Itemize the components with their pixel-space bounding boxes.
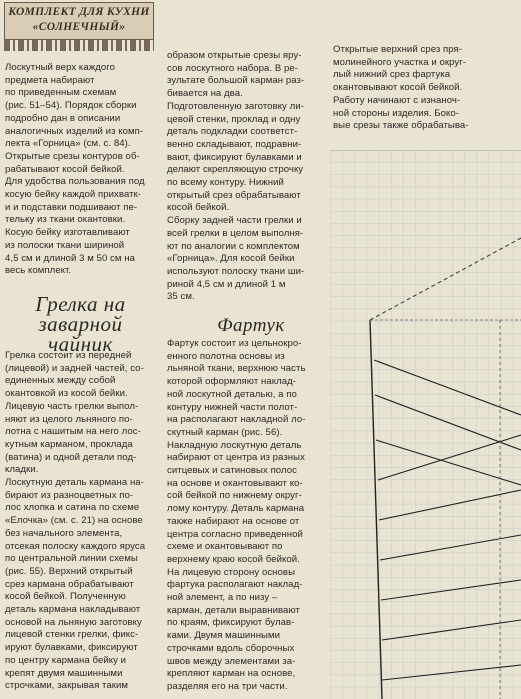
column-2-top: образом открытые срезы яру- сов лоскутного набора. В ре- зультате большой карман раз- бивается на два. Подготовленную заготовку ли- цевой стенки, проклад и одну деталь подкладки соответст- венно складывают, подравни- вают, фиксируют булавками и делают скрепляющую строчку по всему контуру. Нижний открытый срез обрабатывают косой бейкой. Сборку задней части грелки и всей грелки в целом выполня- ют по аналогии с комплектом «Горница». Для косой бейки используют полоску ткани ши- риной 4,5 см и длиной 1 м 35 см. (167, 50, 305, 303)
column-3-top: Открытые верхний срез пря- молинейного участка и округ- лый нижний срез фартука окантовывают косой бейкой. Работу начинают с изнаноч- ной стороны изделия. Боко- вые срезы также обрабатыва- (333, 44, 469, 132)
banner-line-1: КОМПЛЕКТ ДЛЯ КУХНИ (8, 6, 150, 18)
banner-line-2: «СОЛНЕЧНЫЙ» (32, 21, 126, 33)
ornament-border (4, 40, 154, 51)
heading-fartuk: Фартук (217, 315, 285, 336)
pattern-diagram (330, 150, 521, 699)
section-banner (4, 2, 154, 40)
column-2-body: Фартук состоит из цельнокро- енного полотна основы из льняной ткани, верхнюю часть которой оформляют наклад- ной лоскутной деталью, а по контуру нижней части полот- на располагают накладной ло- скутный карман (рис. 56). Накладную лоскутную деталь набирают от центра из разных ситцевых и сатиновых полос на основе и окантовывают ко- сой бейкой по нижнему округ- лому контуру. Деталь кармана также набирают на основе от центра согласно приведенной схеме и окантовывают по верхнему краю косой бейкой. На лицевую сторону основы фартука располагают наклад- ной элемент, а по низу – карман, детали выравнивают по краям, фиксируют булав- ками. Двумя машинными строчками вдоль сборочных швов между элементами за- крепляют карман на основе, разделяя его на три части. (167, 338, 306, 692)
column-1-intro: Лоскутный верх каждого предмета набирают по приведенным схемам (рис. 51–54). Порядок сборки подробно дан в описании аналогичных изделий из комп- лекта «Горница» (см. с. 84). Открытые срезы контуров об- рабатывают косой бейкой. Для удобства пользования под косую бейку каждой прихватк- и и подставки подшивают пе- тельку из ткани окантовки. Косую бейку изготавливают из полоски ткани шириной 4,5 см и длиной 3 м 50 см на весь комплект. (5, 62, 145, 277)
heading-grelka: Грелка на заварной чайник (35, 292, 126, 356)
column-1-body: Грелка состоит из передней (лицевой) и задней частей, со- единенных между собой окантовкой из косой бейки. Лицевую часть грелки выпол- няют из целого льняного по- лотна с нашитым на него лос- кутным карманом, прокладa (ватина) и одной детали под- кладки. Лоскутную деталь кармана на- бирают из разноцветных по- лос хлопка и сатина по схеме «Елочка» (см. с. 21) на основе без начального элемента, отсекая полоску каждого яруса по центральной линии схемы (рис. 55). Верхний открытый срез кармана обрабатывают косой бейкой. Полученную деталь кармана накладывают основой на льняную заготовку лицевой стенки грелки, фикс- ируют булавками, фиксируют по центру кармана бейку и крепят двумя машинными строчками, закрывая таким (5, 350, 146, 692)
